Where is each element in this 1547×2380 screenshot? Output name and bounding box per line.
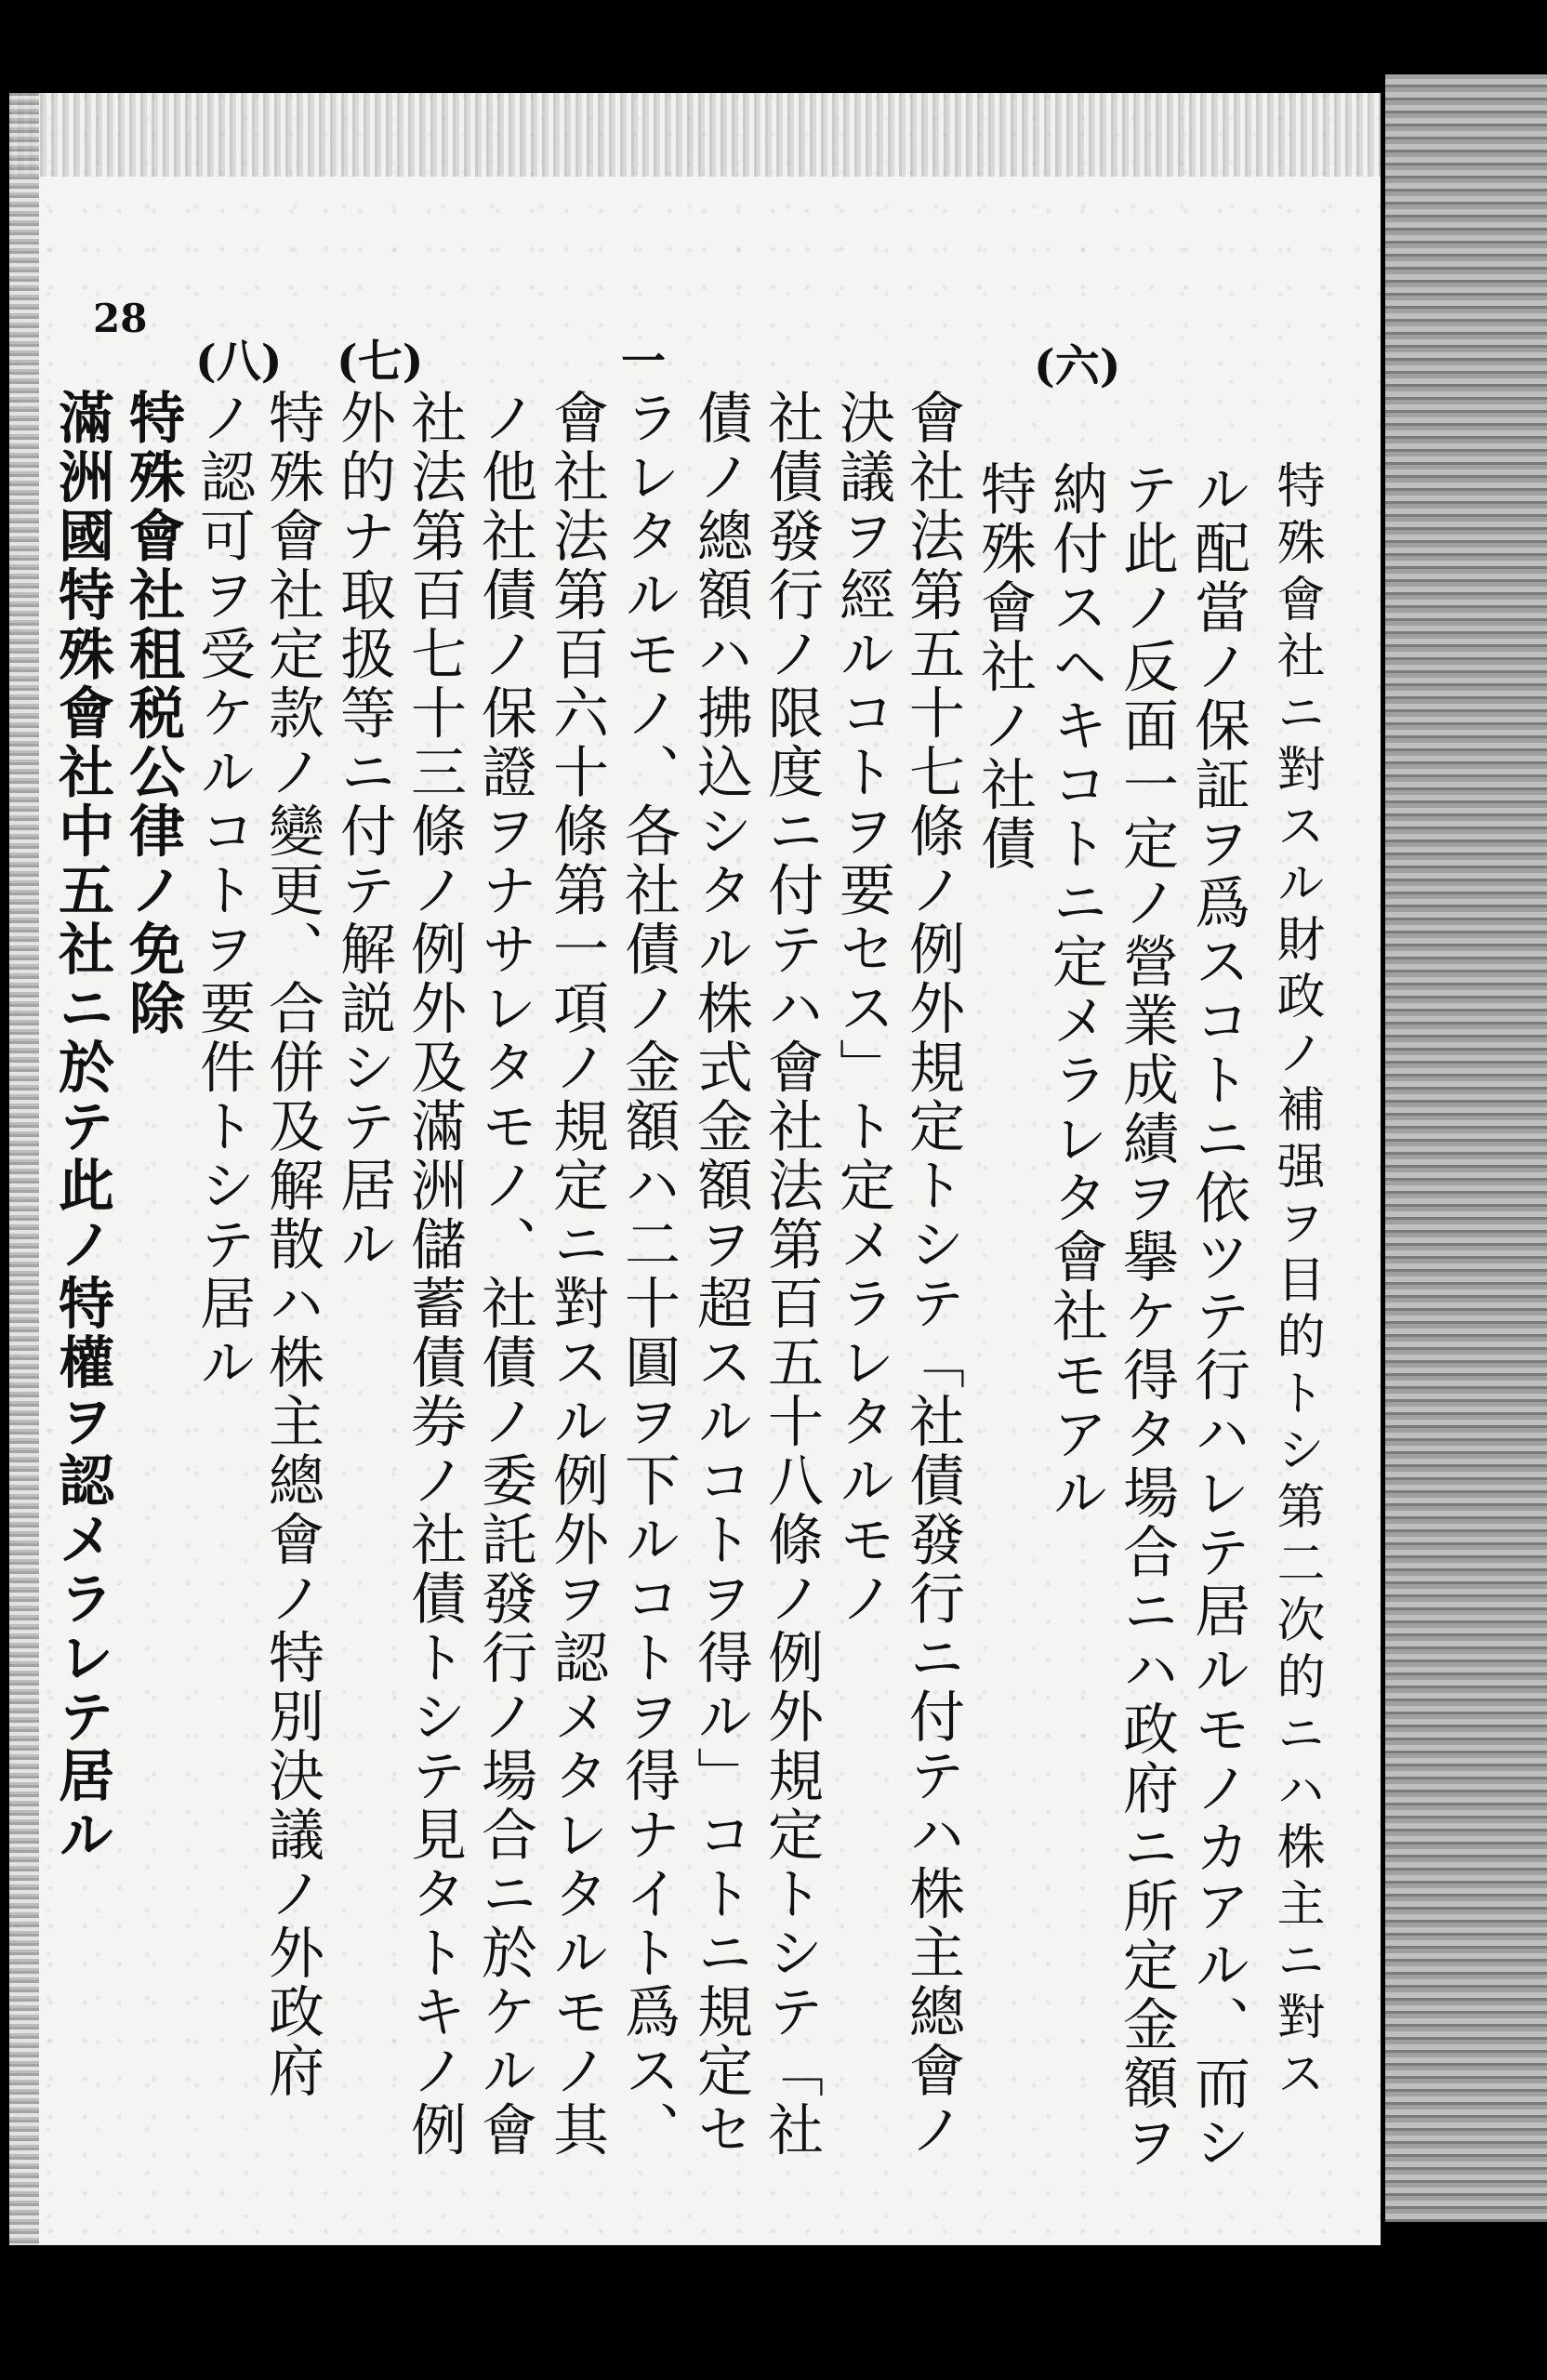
- text-column-03: テ此ノ反面一定ノ營業成績ヲ擧ケ得タ場合ニハ政府ニ所定金額ヲ: [1114, 460, 1179, 2173]
- adjacent-page-edge: [1385, 74, 1547, 2222]
- text-column-14: 外的ナ取扱等ニ付テ解説シテ居ル: [331, 389, 396, 1275]
- text-column-12: ノ他社債ノ保證ヲナサレタモノ、社債ノ委託發行ノ場合ニ於ケル會: [472, 389, 537, 2160]
- text-column-01: 特殊會社ニ對スル財政ノ補强ヲ目的トシ第二次的ニハ株主ニ對ス: [1268, 460, 1324, 2105]
- text-column-08: 社債發行ノ限度ニ付テハ會社法第百五十八條ノ例外規定トシテ「社: [759, 389, 824, 2160]
- page-number: 28: [93, 296, 148, 341]
- text-column-09: 債ノ總額ハ拂込シタル株式金額ヲ超スルコトヲ得ル」コトニ規定セ: [688, 389, 753, 2160]
- section-marker-8: (八): [195, 336, 283, 388]
- text-column-11: 會社法第百六十條第一項ノ規定ニ對スル例外ヲ認メタレタルモノ其: [544, 389, 609, 2160]
- text-column-10: ラレタルモノ、各社債ノ金額ハ二十圓ヲ下ルコトヲ得ナイト爲ス、: [615, 389, 681, 2160]
- page-binding-edge: [9, 93, 39, 2245]
- section-marker-6: (六): [1034, 340, 1121, 392]
- text-column-02: ル配當ノ保証ヲ爲スコトニ依ツテ行ハレテ居ルモノカアル、而シ: [1185, 460, 1250, 2173]
- section-marker-ichi: 一: [621, 336, 667, 388]
- text-column-18: 滿洲國特殊會社中五社ニ於テ此ノ特權ヲ認メラレテ居ル: [49, 389, 114, 1865]
- text-column-13: 社法第百七十三條ノ例外及滿洲儲蓄債券ノ社債トシテ見タトキノ例: [402, 389, 467, 2160]
- text-column-04: 納付スヘキコトニ定メラレタ會社モアル: [1043, 460, 1108, 1523]
- text-column-15: 特殊會社定款ノ變更、合併及解散ハ株主總會ノ特別決議ノ外政府: [259, 389, 324, 2101]
- page-top-noise: [9, 93, 1381, 177]
- text-column-07: 決議ヲ經ルコトヲ要セス」ト定メラレタルモノ: [830, 389, 895, 1629]
- text-column-05-heading: 特殊會社ノ社債: [972, 460, 1037, 874]
- text-column-16: ノ認可ヲ受ケルコトヲ要件トシテ居ル: [191, 389, 256, 1393]
- text-column-06: 會社法第五十七條ノ例外規定トシテ「社債發行ニ付テハ株主總會ノ: [900, 389, 965, 2160]
- text-column-17-heading: 特殊會社租税公律ノ免除: [120, 389, 185, 1038]
- section-marker-7: (七): [337, 336, 424, 388]
